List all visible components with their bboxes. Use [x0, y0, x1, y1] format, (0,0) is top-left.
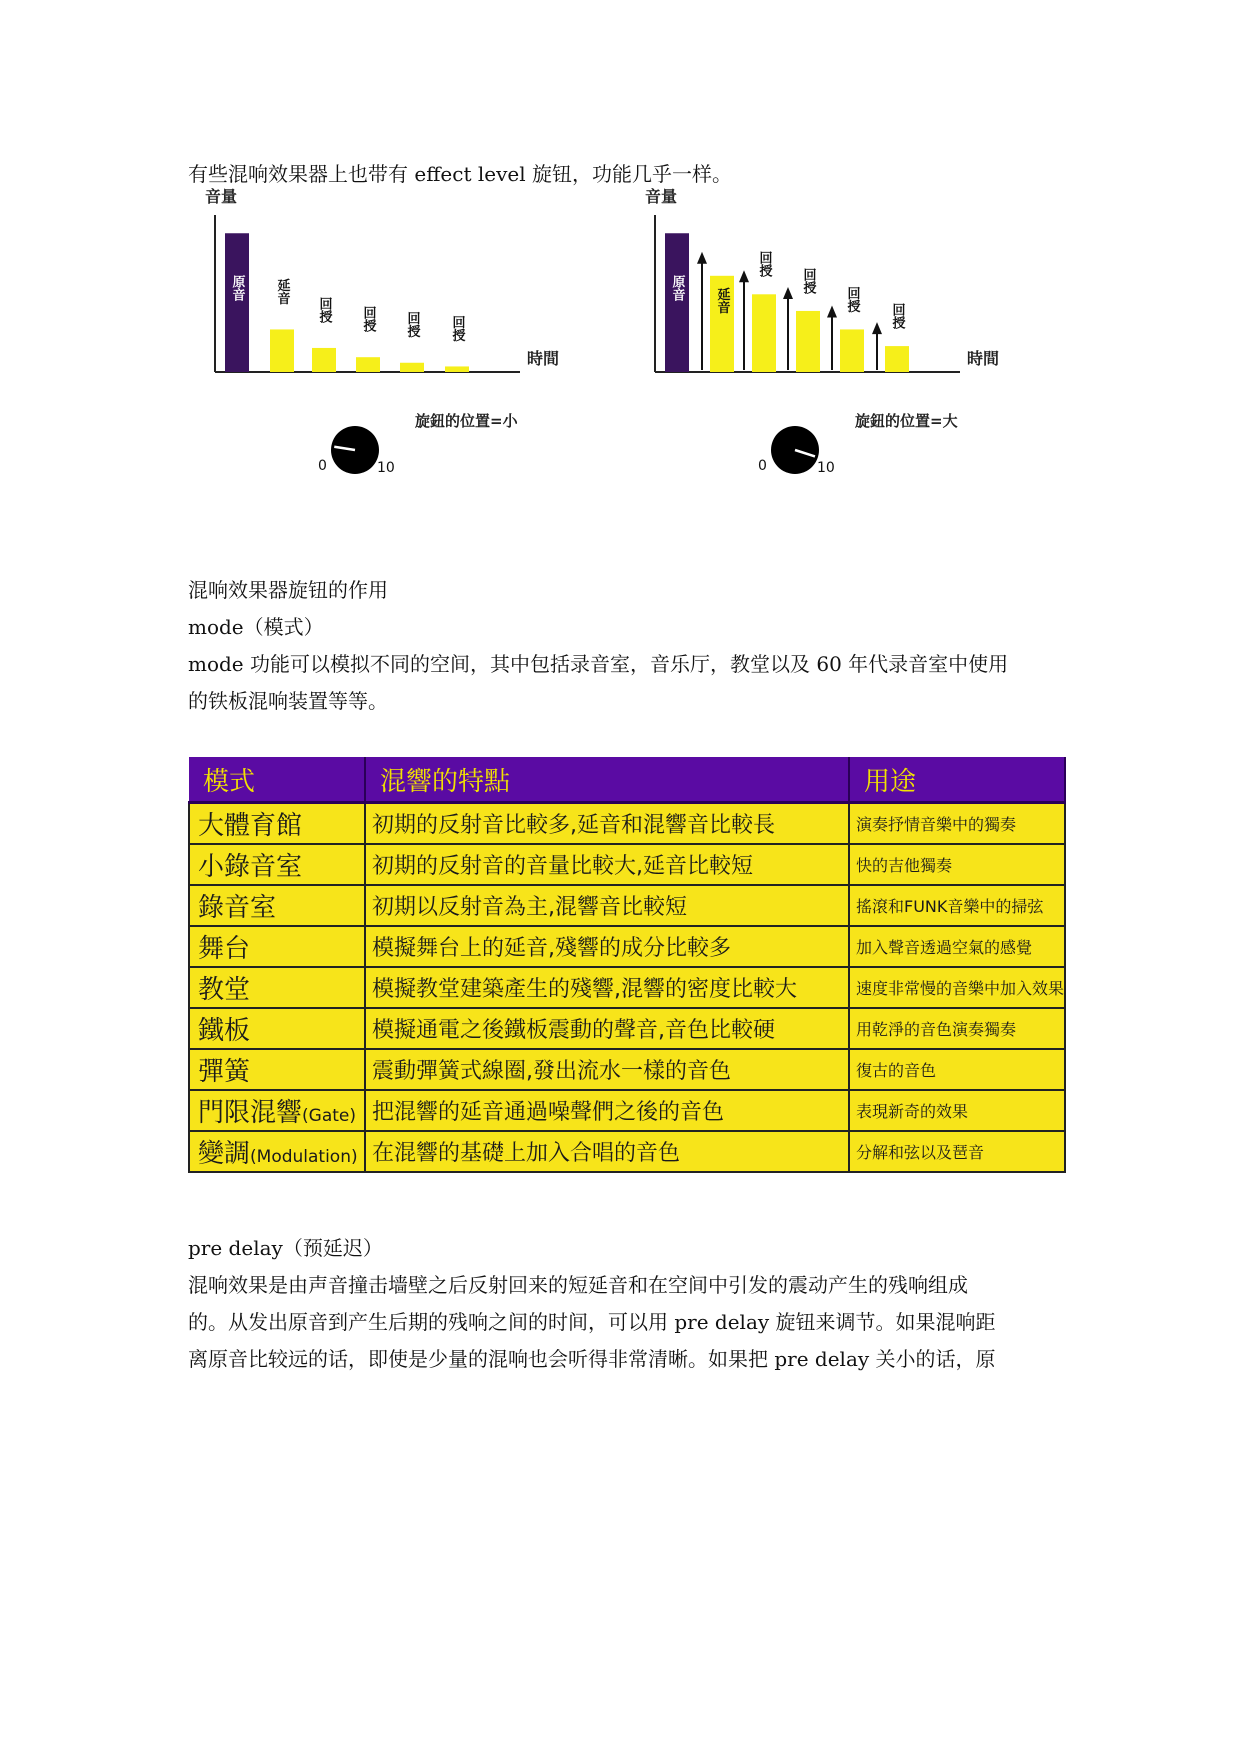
feature-cell: 初期的反射音的音量比較大,延音比較短 [365, 844, 849, 885]
bar-label: 回授 [756, 251, 772, 278]
feature-cell: 模擬教堂建築產生的殘響,混響的密度比較大 [365, 967, 849, 1008]
reverb-mode-table [188, 757, 1066, 1173]
table-row [189, 803, 1065, 845]
bar [312, 348, 336, 372]
bar [840, 329, 864, 372]
bar-label: 回授 [844, 286, 860, 313]
table-row [189, 844, 1065, 885]
table-row [189, 926, 1065, 967]
use-cell: 分解和弦以及琶音 [849, 1131, 1065, 1172]
mode-cell [189, 926, 365, 967]
bar [225, 233, 249, 372]
arrow-head-icon [872, 322, 882, 334]
bar-label: 延音 [714, 287, 730, 314]
mode-section [188, 572, 1060, 720]
use-cell: 演奏抒情音樂中的獨奏 [849, 803, 1065, 845]
feature-cell: 震動彈簧式線圈,發出流水一樣的音色 [365, 1049, 849, 1090]
use-cell: 速度非常慢的音樂中加入效果 [849, 967, 1065, 1008]
header-use: 用途 [849, 757, 1065, 803]
intro-text: 有些混响效果器上也带有 effect level 旋钮，功能几乎一样。 [188, 162, 732, 186]
pre-delay-line: 混响效果是由声音撞击墙壁之后反射回来的短延音和在空间中引发的震动产生的残响组成 [188, 1273, 968, 1297]
bar-label: 回授 [316, 296, 332, 323]
bar [665, 233, 689, 372]
mode-cell [189, 803, 365, 845]
bar-label: 原音 [229, 275, 245, 302]
bar-label: 回授 [800, 267, 816, 294]
reverb-diagram-large [645, 187, 1045, 510]
use-cell: 用乾淨的音色演奏獨奏 [849, 1008, 1065, 1049]
mode-subname: (Gate) [302, 1106, 356, 1126]
arrow-head-icon [827, 305, 837, 317]
pre-delay-line: 离原音比较远的话，即使是少量的混响也会听得非常清晰。如果把 pre delay 关小的话，原 [188, 1347, 996, 1371]
knob-max-label: 10 [377, 460, 395, 476]
mode-cell [189, 967, 365, 1008]
pre-delay-line: 的。从发出原音到产生后期的残响之间的时间，可以用 pre delay 旋钮来调节。如果混响距 [188, 1310, 996, 1334]
table-row [189, 1090, 1065, 1131]
bar-label: 回授 [360, 306, 376, 333]
header-feature: 混響的特點 [365, 757, 849, 803]
mode-name: 小錄音室 [198, 852, 303, 882]
bar [356, 357, 380, 372]
pre-delay-section [188, 1230, 1060, 1378]
table-row [189, 1131, 1065, 1172]
section-heading: 混响效果器旋钮的作用 [188, 578, 388, 602]
arrow-head-icon [697, 252, 707, 264]
y-axis-label: 音量 [205, 187, 238, 206]
table-row [189, 885, 1065, 926]
mode-desc-line: 的铁板混响装置等等。 [188, 689, 388, 713]
table-header-row [189, 757, 1065, 803]
feature-cell: 模擬舞台上的延音,殘響的成分比較多 [365, 926, 849, 967]
x-axis-label: 時間 [967, 349, 1000, 368]
use-cell: 表現新奇的效果 [849, 1090, 1065, 1131]
bar [270, 329, 294, 372]
mode-name: 鐵板 [198, 1016, 251, 1046]
bar [400, 363, 424, 372]
use-cell: 復古的音色 [849, 1049, 1065, 1090]
bar [752, 294, 776, 372]
mode-name: 彈簧 [198, 1057, 251, 1087]
use-cell: 搖滾和FUNK音樂中的掃弦 [849, 885, 1065, 926]
mode-name: 大體育館 [198, 811, 303, 841]
mode-cell [189, 844, 365, 885]
mode-name: 教堂 [198, 975, 251, 1005]
pre-delay-title: pre delay（预延迟） [188, 1236, 383, 1260]
bar-label: 延音 [274, 278, 290, 305]
table-row [189, 967, 1065, 1008]
mode-desc-line: mode 功能可以模拟不同的空间，其中包括录音室，音乐厅，教堂以及 60 年代录音室中使用 [188, 652, 1009, 676]
feature-cell: 模擬通電之後鐵板震動的聲音,音色比較硬 [365, 1008, 849, 1049]
feature-cell: 初期以反射音為主,混響音比較短 [365, 885, 849, 926]
mode-subname: (Modulation) [250, 1147, 358, 1167]
mode-cell [189, 1049, 365, 1090]
mode-name: 舞台 [198, 934, 251, 964]
feature-cell: 初期的反射音比較多,延音和混響音比較長 [365, 803, 849, 845]
mode-cell [189, 1090, 365, 1131]
y-axis-label: 音量 [645, 187, 678, 206]
feature-cell: 把混響的延音通過噪聲們之後的音色 [365, 1090, 849, 1131]
use-cell: 加入聲音透過空氣的感覺 [849, 926, 1065, 967]
knob-caption: 旋鈕的位置=大 [855, 412, 958, 430]
header-mode: 模式 [189, 757, 365, 803]
bar [796, 311, 820, 372]
intro-paragraph [188, 156, 1060, 193]
bar-label: 回授 [889, 303, 905, 330]
knob-caption: 旋鈕的位置=小 [415, 412, 518, 430]
bar [885, 346, 909, 372]
arrow-head-icon [783, 287, 793, 299]
knob-max-label: 10 [817, 460, 835, 476]
bar-label: 原音 [669, 275, 685, 302]
feature-cell: 在混響的基礎上加入合唱的音色 [365, 1131, 849, 1172]
knob-min-label: 0 [758, 458, 767, 474]
x-axis-label: 時間 [527, 349, 560, 368]
mode-cell [189, 885, 365, 926]
mode-title: mode（模式） [188, 615, 324, 639]
mode-cell [189, 1008, 365, 1049]
mode-name: 門限混響 [198, 1098, 303, 1128]
mode-name: 錄音室 [198, 893, 277, 923]
use-cell: 快的吉他獨奏 [849, 844, 1065, 885]
knob-min-label: 0 [318, 458, 327, 474]
mode-cell [189, 1131, 365, 1172]
mode-name: 變調 [198, 1139, 251, 1169]
table-row [189, 1049, 1065, 1090]
bar-label: 回授 [449, 315, 465, 342]
bar-label: 回授 [404, 311, 420, 338]
reverb-diagram-small [205, 187, 605, 510]
bar [445, 366, 469, 372]
table-row [189, 1008, 1065, 1049]
arrow-head-icon [739, 270, 749, 282]
